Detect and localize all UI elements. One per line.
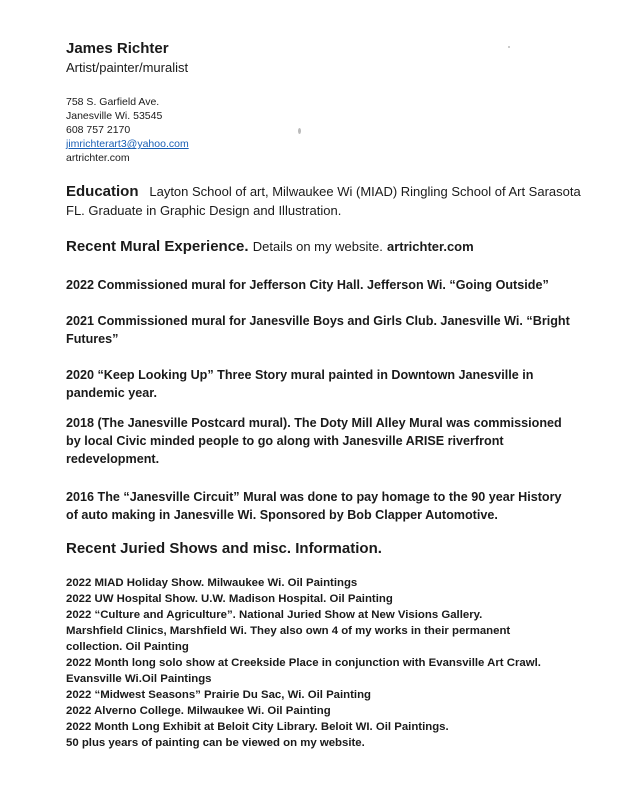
- mural-heading: Recent Mural Experience.: [66, 238, 249, 255]
- education-heading: Education: [66, 183, 139, 200]
- address-city: Janesville Wi. 53545: [66, 110, 163, 122]
- email-link[interactable]: jimrichterart3@yahoo.com: [66, 138, 189, 150]
- show-line: Marshfield Clinics, Marshfield Wi. They also own 4 of my works in their permanent: [66, 625, 511, 637]
- shows-heading: Recent Juried Shows and misc. Information.: [66, 540, 382, 557]
- education-text: Layton School of art, Milwaukee Wi (MIAD) Ringling School of Art Sarasota FL. Graduate in Graphic Design and Illustration.: [66, 184, 581, 218]
- show-line: 2022 “Midwest Seasons” Prairie Du Sac, Wi. Oil Painting: [66, 689, 372, 701]
- phone-number: 608 757 2170: [66, 124, 131, 136]
- scan-speck: [298, 128, 301, 134]
- show-line: 2022 “Culture and Agriculture”. National Juried Show at New Visions Gallery.: [66, 609, 483, 621]
- show-line: 50 plus years of painting can be viewed on my website.: [66, 737, 365, 749]
- mural-site-text: artrichter.com: [386, 239, 474, 254]
- show-line: 2022 UW Hospital Show. U.W. Madison Hospital. Oil Painting: [66, 593, 393, 605]
- artist-subtitle: Artist/painter/muralist: [66, 60, 189, 75]
- shows-list: [66, 575, 586, 751]
- show-line: Evansville Wi.Oil Paintings: [66, 673, 212, 685]
- education-section: [66, 182, 586, 220]
- show-line: 2022 Month Long Exhibit at Beloit City Library. Beloit WI. Oil Paintings.: [66, 721, 449, 733]
- show-line: collection. Oil Painting: [66, 641, 189, 653]
- website-text: artrichter.com: [66, 152, 130, 164]
- mural-experience-heading-row: [66, 238, 474, 255]
- show-line: 2022 MIAD Holiday Show. Milwaukee Wi. Oil Paintings: [66, 577, 358, 589]
- scan-speck: [508, 46, 510, 48]
- mural-item: 2018 (The Janesville Postcard mural). The Doty Mill Alley Mural was commissioned by local Civic minded people to go along with Janesville ARISE riverfront redevelopment.: [66, 416, 562, 466]
- mural-details-text: Details on my website.: [252, 239, 383, 254]
- mural-item: 2016 The “Janesville Circuit” Mural was done to pay homage to the 90 year History of auto making in Janesville Wi. Sponsored by Bob Clapper Automotive.: [66, 490, 562, 522]
- show-line: 2022 Month long solo show at Creekside Place in conjunction with Evansville Art Crawl.: [66, 657, 541, 669]
- mural-item: 2020 “Keep Looking Up” Three Story mural painted in Downtown Janesville in pandemic year.: [66, 368, 534, 400]
- mural-item: 2022 Commissioned mural for Jefferson City Hall. Jefferson Wi. “Going Outside”: [66, 278, 549, 292]
- mural-item: 2021 Commissioned mural for Janesville Boys and Girls Club. Janesville Wi. “Bright Futures”: [66, 314, 570, 346]
- address-street: 758 S. Garfield Ave.: [66, 96, 160, 108]
- show-line: 2022 Alverno College. Milwaukee Wi. Oil Painting: [66, 705, 331, 717]
- artist-name: James Richter: [66, 40, 169, 57]
